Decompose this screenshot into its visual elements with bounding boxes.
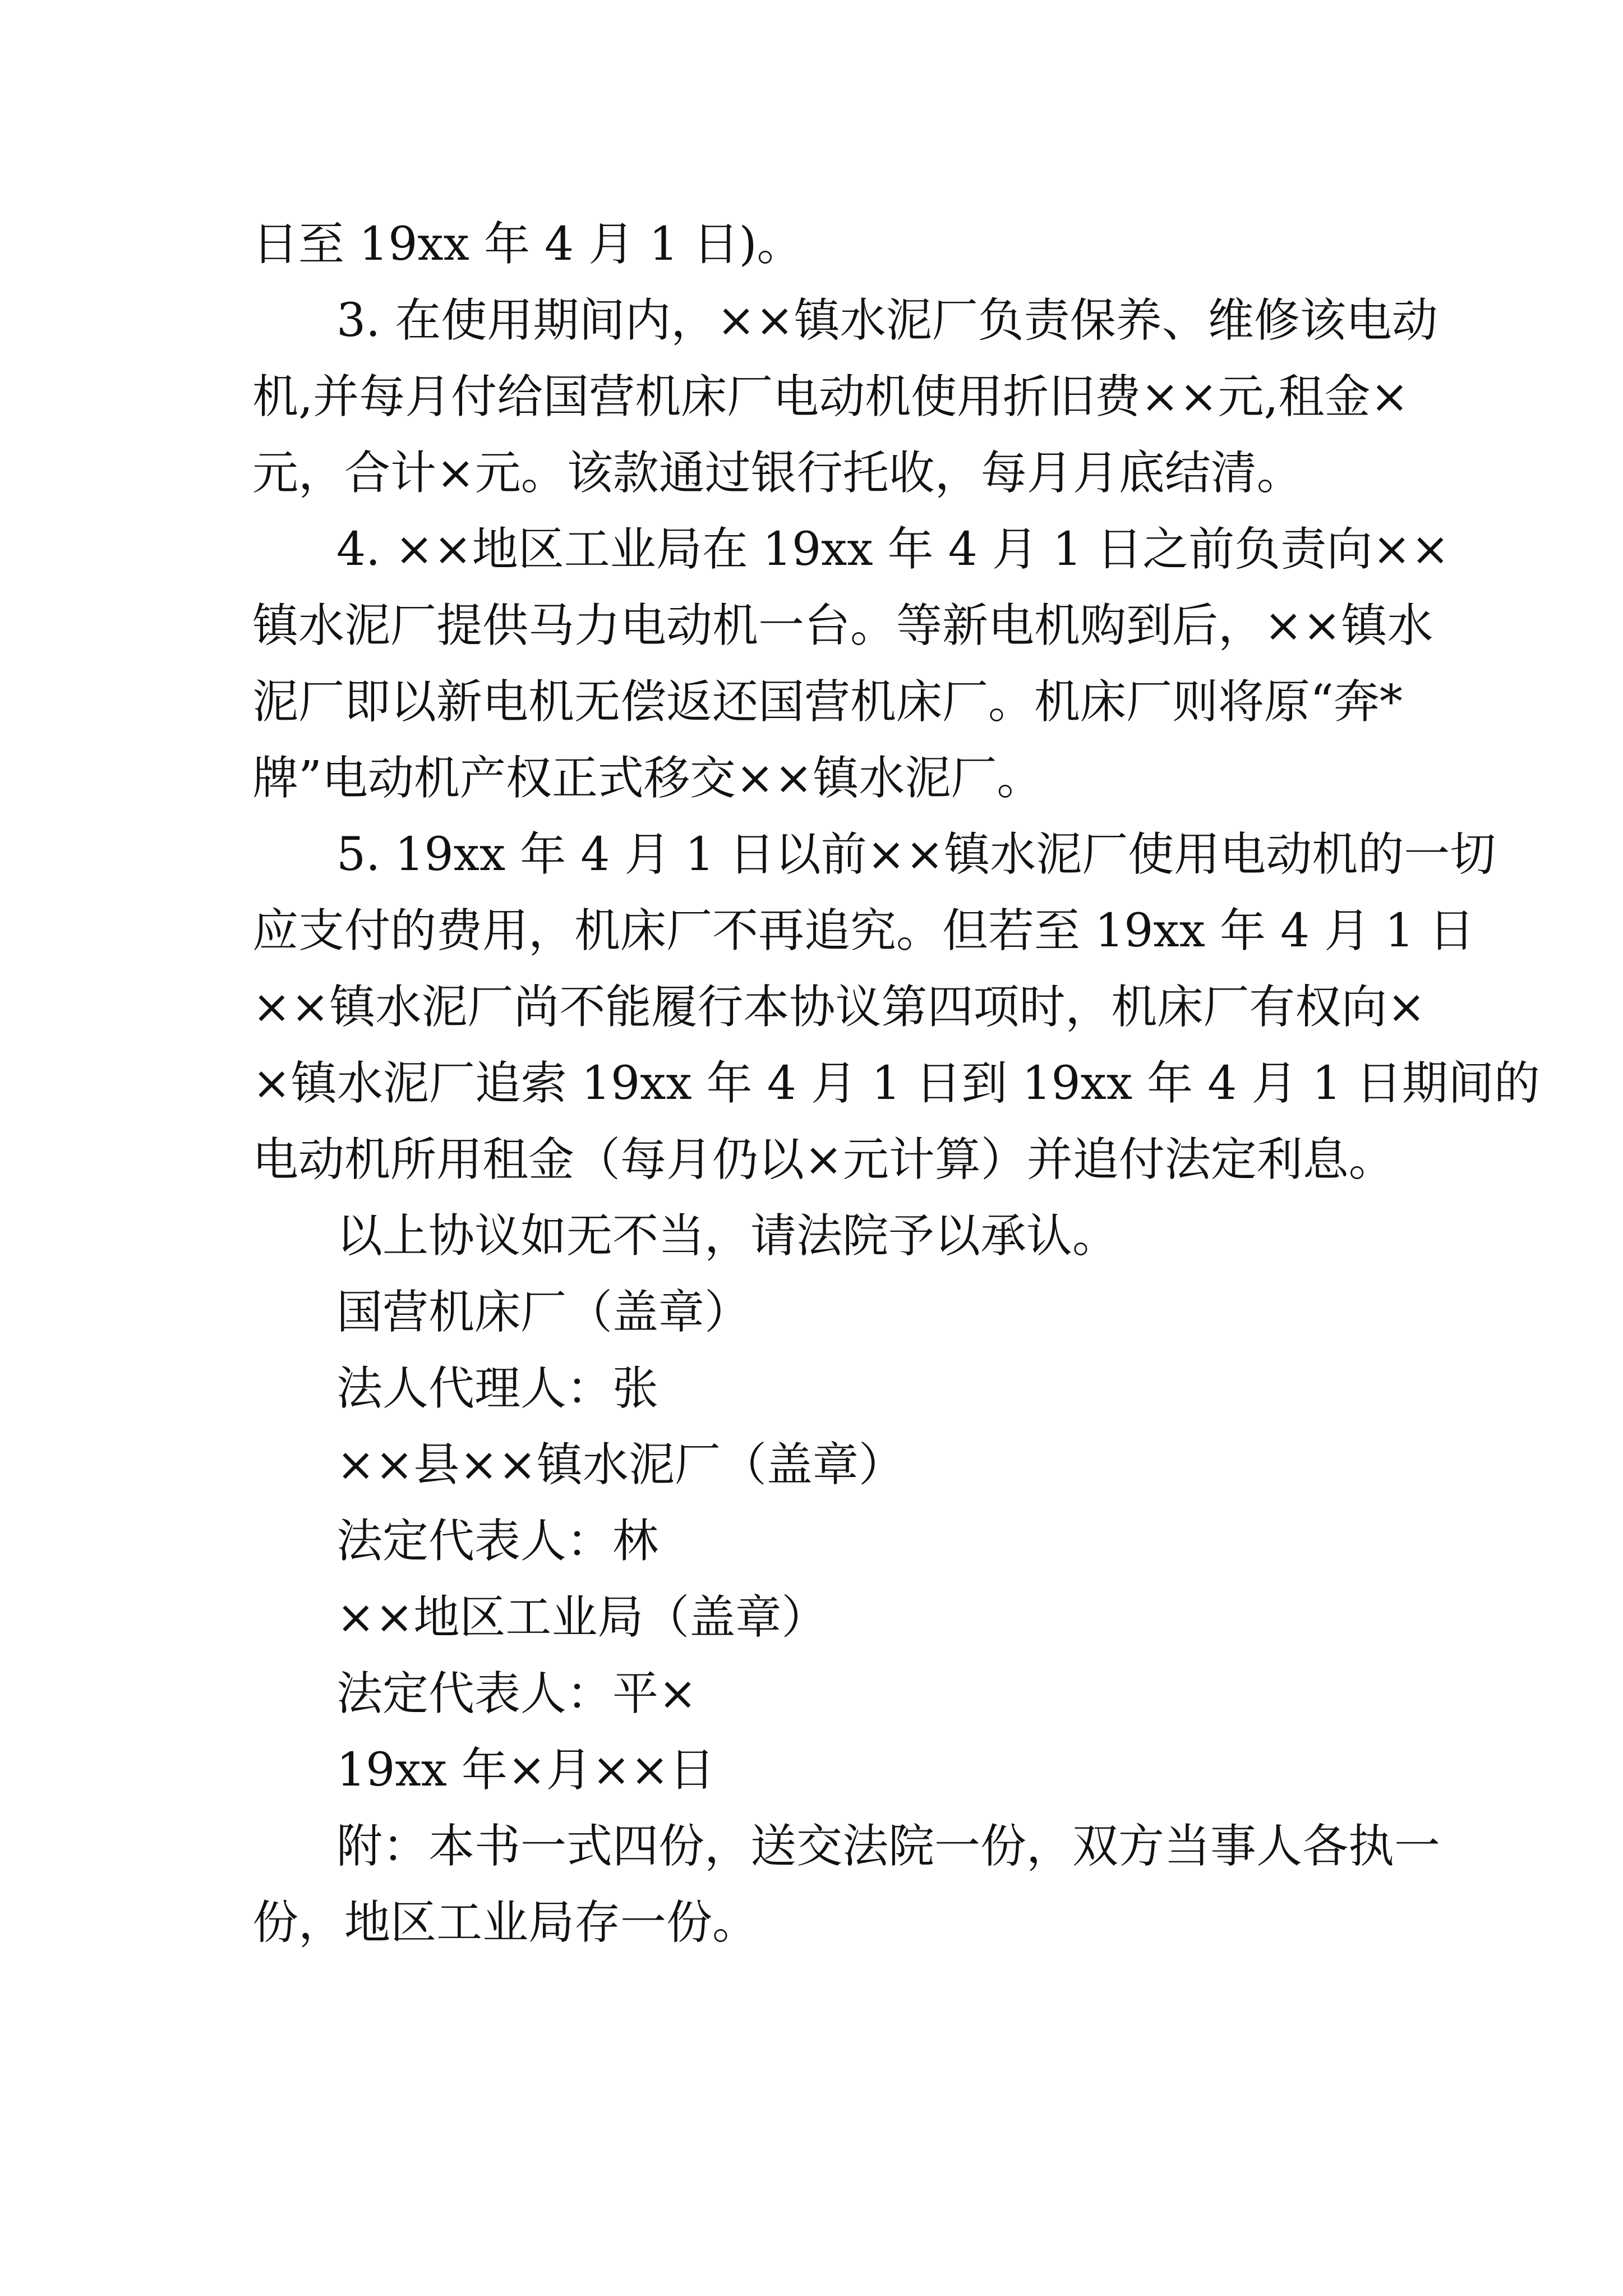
document-line-5: 4. ××地区工业局在 19xx 年 4 月 1 日之前负责向××	[336, 523, 1450, 576]
document-line-1: 日至 19xx 年 4 月 1 日)。	[252, 218, 803, 271]
appendix-line-1: 附：本书一式四份，送交法院一份，双方当事人各执一	[336, 1820, 1441, 1873]
document-line-14: 以上协议如无不当，请法院予以承认。	[336, 1209, 1119, 1263]
document-line-3: 机,并每月付给国营机床厂电动机使用折旧费××元,租金×	[252, 370, 1409, 424]
signatory-3-representative: 法定代表人：平×	[336, 1667, 697, 1720]
document-line-12: ×镇水泥厂追索 19xx 年 4 月 1 日到 19xx 年 4 月 1 日期间的	[252, 1057, 1540, 1110]
document-line-13: 电动机所用租金（每月仍以×元计算）并追付法定利息。	[252, 1133, 1395, 1186]
signatory-1-name: 国营机床厂（盖章）	[336, 1286, 751, 1339]
appendix-line-2: 份，地区工业局存一份。	[252, 1896, 759, 1949]
signatory-2-representative: 法定代表人：林	[336, 1515, 659, 1568]
document-line-2: 3. 在使用期间内，××镇水泥厂负责保养、维修该电动	[336, 294, 1438, 347]
document-line-6: 镇水泥厂提供马力电动机一台。等新电机购到后，××镇水	[252, 599, 1433, 652]
signatory-2-name: ××县××镇水泥厂（盖章）	[336, 1438, 905, 1492]
document-line-7: 泥厂即以新电机无偿返还国营机床厂。机床厂则将原“奔*	[252, 675, 1403, 729]
document-date: 19xx 年×月××日	[336, 1743, 716, 1797]
document-line-10: 应支付的费用，机床厂不再追究。但若至 19xx 年 4 月 1 日	[252, 904, 1475, 958]
document-line-4: 元，合计×元。该款通过银行托收，每月月底结清。	[252, 447, 1303, 500]
document-line-8: 牌”电动机产权正式移交××镇水泥厂。	[252, 752, 1043, 805]
document-line-9: 5. 19xx 年 4 月 1 日以前××镇水泥厂使用电动机的一切	[336, 828, 1496, 881]
document-line-11: ××镇水泥厂尚不能履行本协议第四项时，机床厂有权向×	[252, 981, 1426, 1034]
signatory-3-name: ××地区工业局（盖章）	[336, 1591, 828, 1644]
signatory-1-agent: 法人代理人：张	[336, 1362, 659, 1415]
